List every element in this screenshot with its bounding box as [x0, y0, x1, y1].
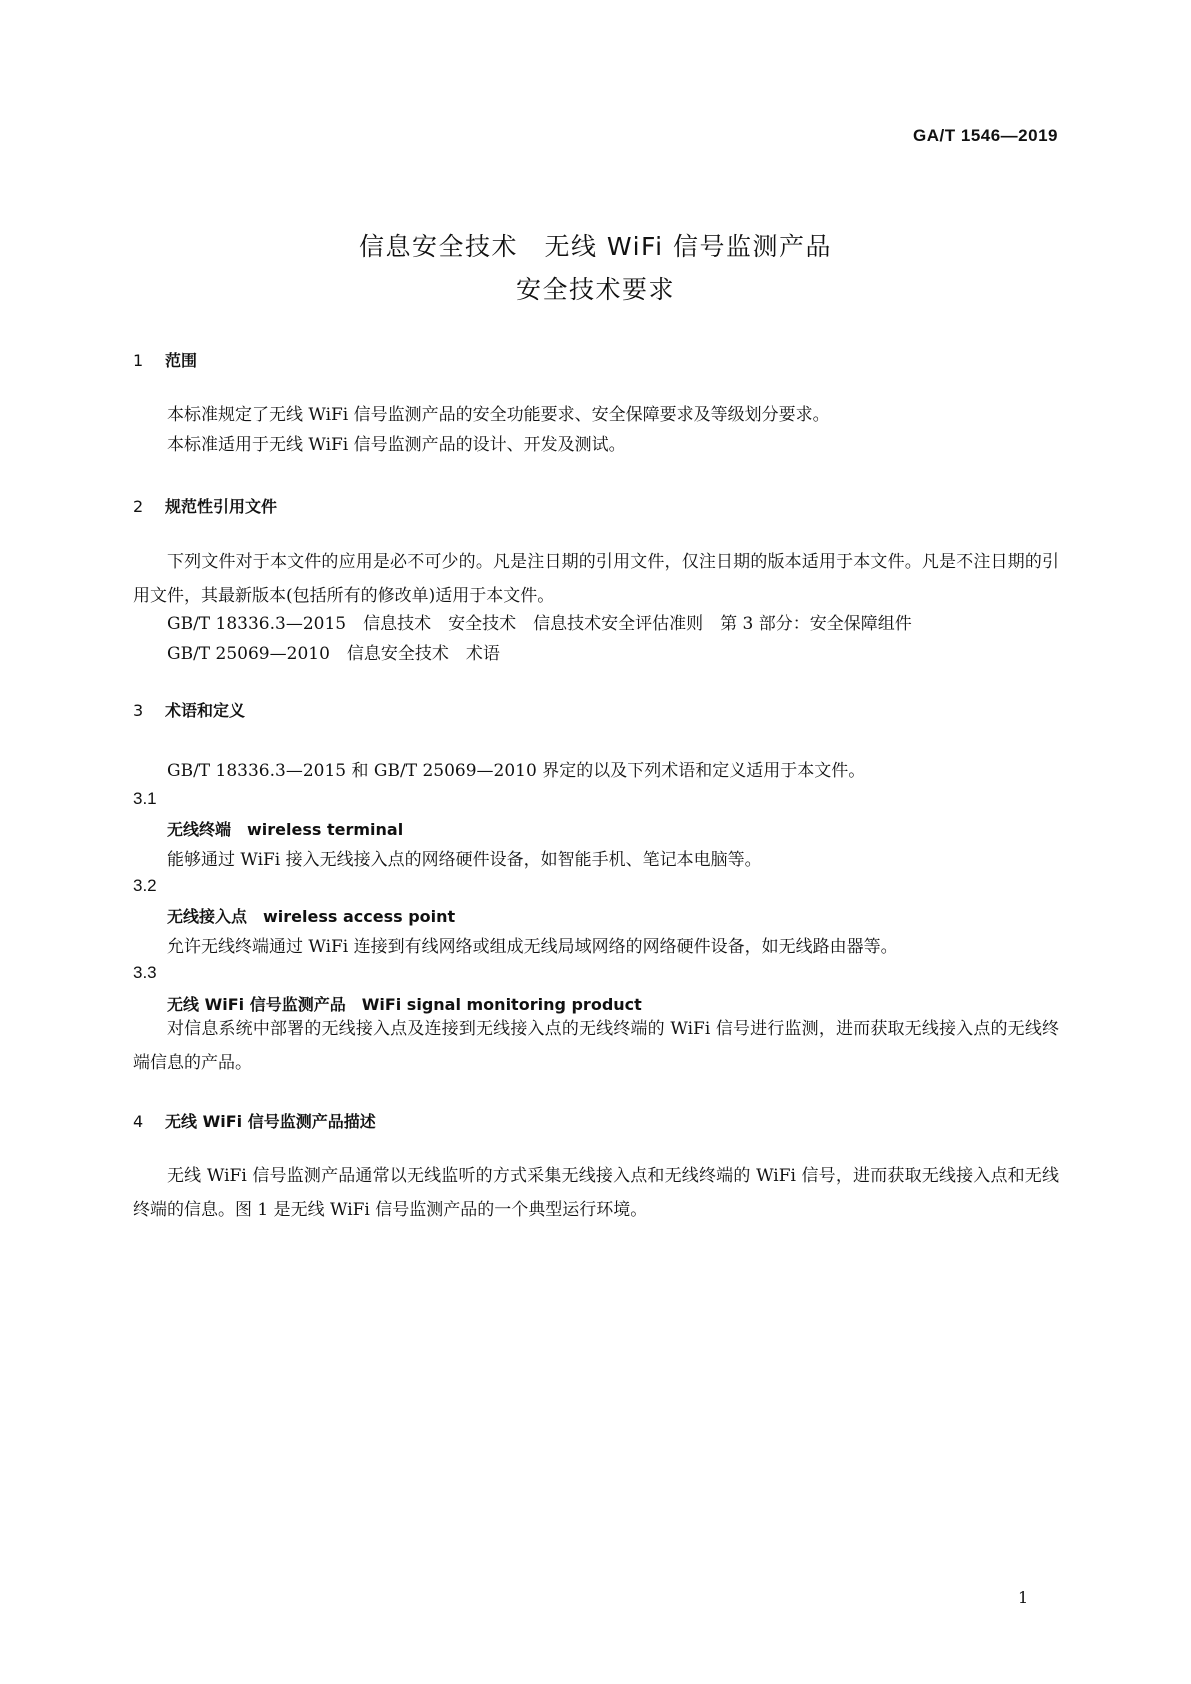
- section-3-intro: GB/T 18336.3—2015 和 GB/T 25069—2010 界定的以及下列术语和定义适用于本文件。: [167, 761, 866, 781]
- section-2-intro: 下列文件对于本文件的应用是必不可少的。凡是注日期的引用文件，仅注日期的版本适用于本文件。凡是不注日期的引用文件，其最新版本(包括所有的修改单)适用于本文件。: [133, 552, 1059, 606]
- term-definition: 对信息系统中部署的无线接入点及连接到无线接入点的无线终端的 WiFi 信号进行监测，进而获取无线接入点的无线终端信息的产品。: [133, 1019, 1059, 1073]
- document-title: [0, 225, 1191, 311]
- term-title: 无线接入点 wireless access point: [167, 907, 456, 926]
- section-title: 规范性引用文件: [165, 497, 278, 516]
- standard-code: GA/T 1546—2019: [913, 126, 1058, 145]
- section-2-heading: [133, 494, 277, 517]
- section-4-paragraph: 无线 WiFi 信号监测产品通常以无线监听的方式采集无线接入点和无线终端的 WiFi 信号，进而获取无线接入点和无线终端的信息。图 1 是无线 WiFi 信号监测产品的一个典型运行环境。: [133, 1166, 1059, 1220]
- page-number: 1: [1018, 1588, 1029, 1607]
- term-title: 无线终端 wireless terminal: [167, 820, 404, 839]
- term-number: 3.2: [133, 876, 157, 895]
- section-4-heading: [133, 1109, 376, 1132]
- term-title: 无线 WiFi 信号监测产品 WiFi signal monitoring product: [167, 995, 642, 1014]
- section-number: 4: [133, 1112, 144, 1131]
- section-number: 2: [133, 497, 144, 516]
- section-1-paragraph-1: 本标准规定了无线 WiFi 信号监测产品的安全功能要求、安全保障要求及等级划分要求。: [167, 405, 830, 425]
- term-definition: 能够通过 WiFi 接入无线接入点的网络硬件设备，如智能手机、笔记本电脑等。: [167, 850, 762, 870]
- section-1-paragraph-2: 本标准适用于无线 WiFi 信号监测产品的设计、开发及测试。: [167, 435, 626, 455]
- reference-item: GB/T 25069—2010 信息安全技术 术语: [167, 644, 500, 664]
- section-title: 范围: [165, 351, 198, 370]
- section-3-heading: [133, 698, 245, 721]
- title-line-2: 安全技术要求: [515, 275, 675, 304]
- section-number: 3: [133, 701, 144, 720]
- reference-item: GB/T 18336.3—2015 信息技术 安全技术 信息技术安全评估准则 第 3 部分：安全保障组件: [167, 614, 912, 634]
- section-1-heading: [133, 348, 197, 371]
- term-definition: 允许无线终端通过 WiFi 连接到有线网络或组成无线局域网络的网络硬件设备，如无线路由器等。: [167, 937, 898, 957]
- section-number: 1: [133, 351, 144, 370]
- term-number: 3.1: [133, 789, 157, 808]
- title-line-1: 信息安全技术 无线 WiFi 信号监测产品: [358, 232, 833, 261]
- term-number: 3.3: [133, 963, 157, 982]
- section-title: 无线 WiFi 信号监测产品描述: [165, 1112, 376, 1131]
- section-title: 术语和定义: [165, 701, 246, 720]
